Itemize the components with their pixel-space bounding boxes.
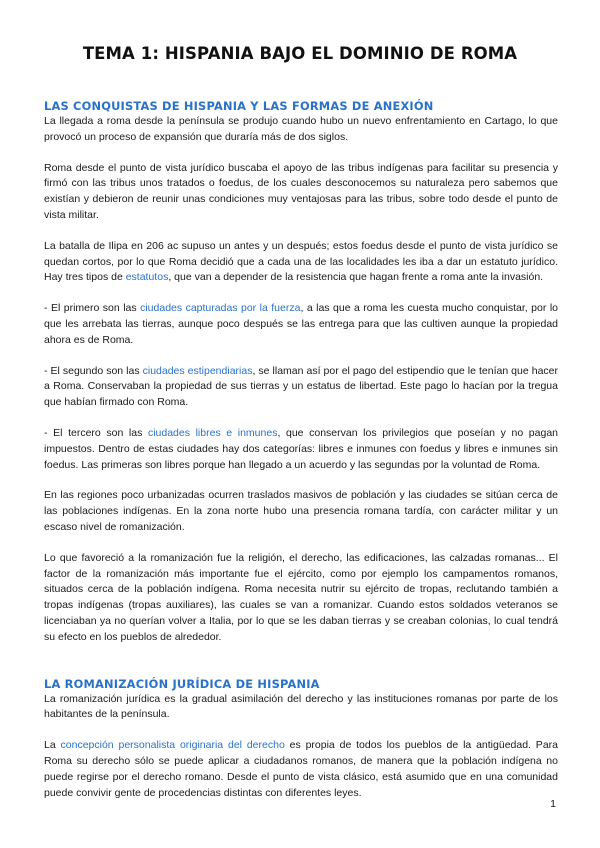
term-link-ciudades-estipendiarias[interactable]: ciudades estipendiarias: [142, 364, 253, 377]
paragraph-text: - El primero son las: [44, 302, 141, 315]
term-link-ciudades-libres[interactable]: ciudades libres e inmunes: [147, 426, 278, 439]
paragraph: Lo que favoreció a la romanización fue la religión, el derecho, las edificaciones, las calzadas romanas... El factor de la romanización más importante fue el ejército, como por ejemplo los campamentos romanos, situados cerca de la población indígena. Roma necesita nutrir su ejército de tropas, reclutando también a tropas indígenas (tropas auxiliares), las cuales se van a romanizar. Cuando estos soldados veteranos se licenciaban ya no querían volver a Italia, por lo que se les daban tierras y se creaban colonias, lo cual tendrá su efecto en los pueblos de alrededor.: [44, 551, 558, 643]
term-link-concepcion-personalista[interactable]: concepción personalista originaria del derecho: [60, 739, 285, 752]
paragraph: [44, 426, 558, 473]
paragraph: Roma desde el punto de vista jurídico buscaba el apoyo de las tribus indígenas para facilitar su presencia y firmó con las tribus unos tratados o foedus, de los cuales desconocemos su naturaleza pero sabemos que existían y debieron de reunir unas condiciones muy ventajosas para las tribus, sobre todo desde el punto de vista militar.: [44, 161, 558, 221]
paragraph-text: , que van a depender de la resistencia que hagan frente a roma ante la invasión.: [168, 271, 544, 284]
paragraph: La llegada a roma desde la península se produjo cuando hubo un nuevo enfrentamiento en Cartago, lo que provocó un proceso de expansión que duraría más de dos siglos.: [44, 115, 558, 143]
paragraph: [44, 364, 558, 411]
paragraph: [44, 301, 558, 348]
paragraph-text: La: [44, 739, 61, 752]
paragraph-text: , que conservan los privilegios que poseían y no pagan impuestos. Dentro de estas ciudades hay dos categorías: libres e inmunes con foedus y libres e inmunes sin foedus. Las primeras son libres porque han llegado a un acuerdo y las segundas por la voluntad de Roma.: [44, 426, 558, 471]
section-heading-romanizacion: LA ROMANIZACIÓN JURÍDICA DE HISPANIA: [44, 676, 320, 691]
paragraph: [44, 239, 558, 286]
paragraph-text: , a las que a roma les cuesta mucho conquistar, por lo que les arrebata las tierras, aunque poco después se las entrega para que las cultiven aunque la propiedad ahora es de Roma.: [44, 302, 558, 346]
term-link-estatutos[interactable]: estatutos: [125, 271, 169, 284]
paragraph: En las regiones poco urbanizadas ocurren traslados masivos de población y las ciudades se sitúan cerca de las poblaciones indígenas. En la zona norte hubo una presencia romana tardía, con carácter militar y un escaso nivel de romanización.: [44, 489, 558, 533]
term-link-ciudades-capturadas[interactable]: ciudades capturadas por la fuerza: [140, 302, 301, 315]
paragraph-text: es propia de todos los pueblos de la antigüedad. Para Roma su derecho sólo se puede aplicar a ciudadanos romanos, de manera que la población indígena no puede regirse por el derecho romano. Desde el punto de vista clásico, está asumido que en una comunidad puede convivir gente de procedencias distintas con diferentes leyes.: [44, 739, 558, 799]
paragraph-text: , se llaman así por el pago del estipendio que le tenían que hacer a Roma. Conservaban la propiedad de sus tierras y un estatus de libertad. Este pago lo hacían por la tregua que habían firmado con Roma.: [44, 364, 558, 409]
paragraph: [44, 738, 558, 801]
section-heading-conquistas: LAS CONQUISTAS DE HISPANIA Y LAS FORMAS DE ANEXIÓN: [44, 99, 434, 113]
document-title: TEMA 1: HISPANIA BAJO EL DOMINIO DE ROMA: [82, 44, 518, 63]
paragraph-text: - El segundo son las: [44, 364, 143, 377]
paragraph-text: - El tercero son las: [44, 426, 148, 439]
paragraph-text: La batalla de Ilipa en 206 ac supuso un antes y un después; estos foedus desde el punto de vista jurídico se quedan cortos, por lo que Roma decidió que a cada una de las localidades les iba a dar un estatuto jurídico. Hay tres tipos de: [44, 239, 558, 284]
document-body: [44, 98, 558, 801]
page-number: 1: [550, 798, 556, 810]
paragraph: La romanización jurídica es la gradual asimilación del derecho y las instituciones romanas por parte de los habitantes de la península.: [44, 692, 558, 721]
